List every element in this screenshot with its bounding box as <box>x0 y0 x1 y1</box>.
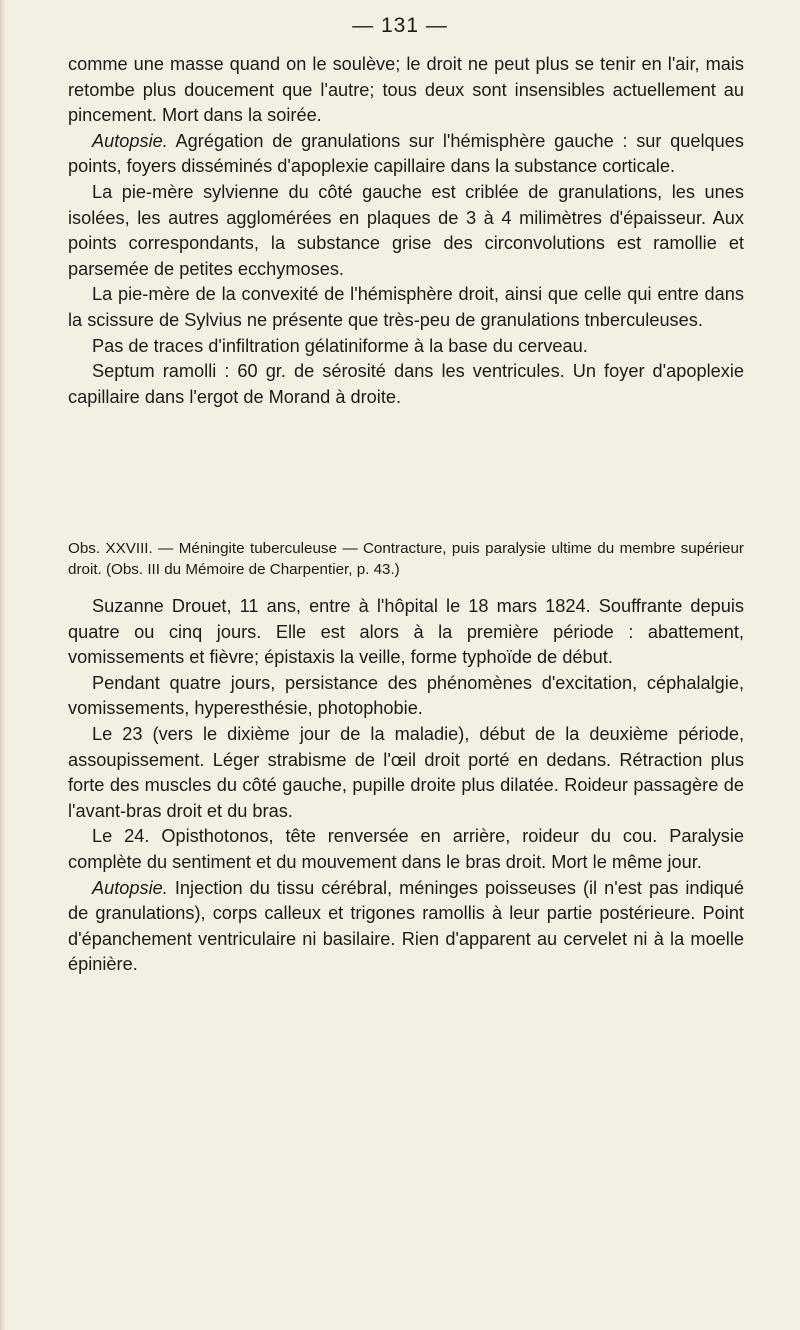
paragraph: Septum ramolli : 60 gr. de sérosité dans les ventricules. Un foyer d'apoplexie capillaire dans l'ergot de Morand à droite. <box>68 361 744 407</box>
text-block-bottom <box>68 538 744 978</box>
paragraph: Suzanne Drouet, 11 ans, entre à l'hôpital le 18 mars 1824. Souffrante depuis quatre ou cinq jours. Elle est alors à la première période : abattement, vomissements et fièvre; épistaxis la veille, forme typhoïde de début. <box>68 596 744 668</box>
italic-label: Autopsie. <box>92 877 168 898</box>
text-block-top <box>68 52 744 410</box>
paragraph: La pie-mère de la convexité de l'hémisphère droit, ainsi que celle qui entre dans la scissure de Sylvius ne présente que très-peu de granulations tnberculeuses. <box>68 284 744 330</box>
page-number: — 131 — <box>352 14 448 37</box>
paragraph: Pas de traces d'infiltration gélatiniforme à la base du cerveau. <box>92 335 588 356</box>
paragraph: comme une masse quand on le soulève; le droit ne peut plus se tenir en l'air, mais retombe plus doucement que l'autre; tous deux sont insensibles actuellement au pincement. Mort dans la soirée. <box>68 54 744 126</box>
observation-heading: Obs. XXVIII. — Méningite tuberculeuse — Contracture, puis paralysie ultime du membre supérieur droit. (Obs. III du Mémoire de Charpentier, p. 43.) <box>68 540 744 578</box>
paragraph-autopsie: Autopsie. Injection du tissu cérébral, méninges poisseuses (il n'est pas indiqué de granulations), corps calleux et trigones ramollis à leur partie postérieure. Point d'épanchement ventriculaire ni basilaire. Rien d'apparent au cervelet ni à la moelle épinière. <box>68 877 744 975</box>
page-binding-shadow <box>0 0 6 1330</box>
italic-label: Autopsie. <box>92 130 168 151</box>
paragraph: La pie-mère sylvienne du côté gauche est criblée de granulations, les unes isolées, les autres agglomérées en plaques de 3 à 4 milimètres d'épaisseur. Aux points correspondants, la substance grise des circonvolutions est ramollie et parsemée de petites ecchymoses. <box>68 181 744 279</box>
paragraph: Pendant quatre jours, persistance des phénomènes d'excitation, céphalalgie, vomissements, hyperesthésie, photophobie. <box>68 672 744 719</box>
paragraph: Le 23 (vers le dixième jour de la maladie), début de la deuxième période, assoupissement. Léger strabisme de l'œil droit porté en dedans. Rétraction plus forte des muscles du côté gauche, pupille droite plus dilatée. Roideur passagère de l'avant-bras droit et du bras. <box>68 723 744 821</box>
paragraph-autopsie: Autopsie. Agrégation de granulations sur l'hémisphère gauche : sur quelques points, foyers disséminés d'apoplexie capillaire dans la substance corticale. <box>68 130 744 177</box>
paragraph: Le 24. Opisthotonos, tête renversée en arrière, roideur du cou. Paralysie complète du sentiment et du mouvement dans le bras droit. Mort le même jour. <box>68 826 744 872</box>
